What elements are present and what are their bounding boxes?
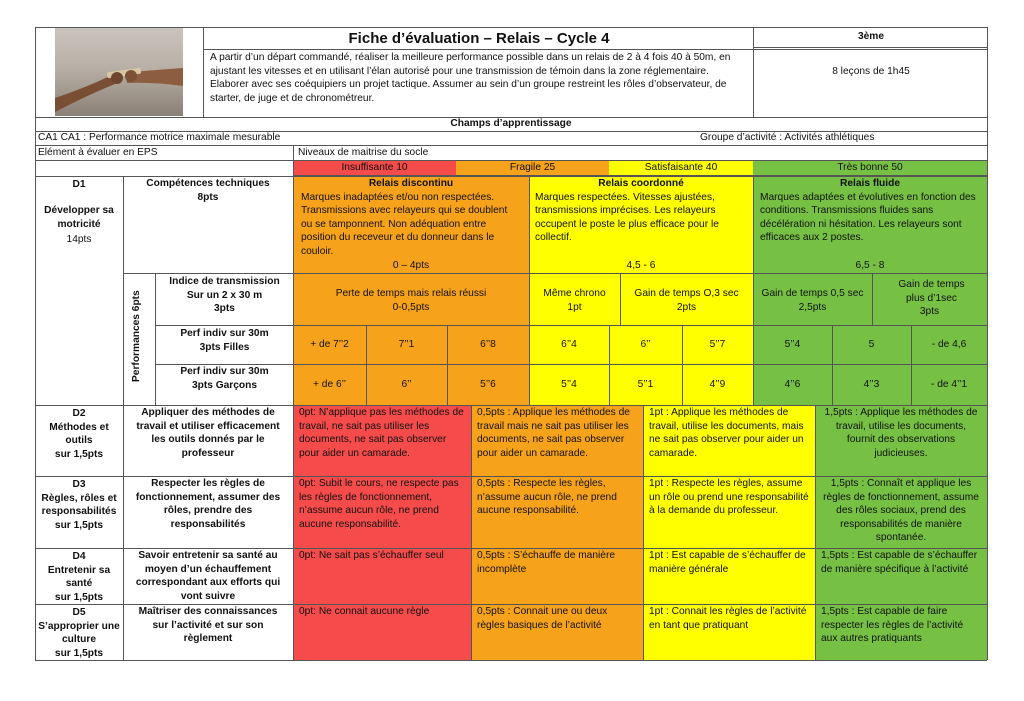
grid-line bbox=[753, 27, 754, 117]
indice-label-2: Sur un 2 x 30 m bbox=[186, 289, 263, 301]
element-label: Elément à évaluer en EPS bbox=[38, 147, 158, 158]
tech-level-fluide bbox=[753, 176, 987, 273]
tech-level-coordonne bbox=[529, 176, 753, 273]
indice-pts: 2,5pts bbox=[798, 301, 827, 313]
grid-line bbox=[832, 325, 833, 405]
grid-line bbox=[872, 273, 873, 325]
grid-line bbox=[203, 49, 987, 50]
indice-label bbox=[156, 274, 293, 323]
domain-pts: sur 1,5pts bbox=[54, 647, 104, 659]
indice-pts: 3pts bbox=[919, 306, 940, 318]
filles-value: 5 bbox=[832, 325, 911, 364]
garcons-value: 4’’9 bbox=[682, 364, 753, 405]
level-cell: 0pt: Ne sait pas s’échauffer seul bbox=[293, 548, 471, 604]
grid-line bbox=[35, 405, 987, 406]
grid-line bbox=[682, 325, 683, 405]
filles-value: - de 4,6 bbox=[911, 325, 987, 364]
grid-line bbox=[987, 325, 988, 405]
grid-line bbox=[620, 273, 621, 325]
tech-title: Compétences techniques bbox=[146, 178, 270, 189]
grid-line bbox=[155, 273, 156, 405]
indice-cell-2 bbox=[620, 273, 753, 325]
tech-level-title: Relais fluide bbox=[839, 178, 900, 189]
garcons-value: 6’’ bbox=[366, 364, 447, 405]
domain-label: S’approprier une culture bbox=[38, 620, 120, 646]
grid-line bbox=[35, 117, 987, 118]
indice-cell-4 bbox=[872, 273, 987, 325]
level-cell: 1,5pts : Est capable de s’échauffer de manière spécifique à l’activité bbox=[815, 548, 987, 604]
niveaux-label: Niveaux de maitrise du socle bbox=[298, 147, 429, 158]
filles-label-2: 3pts Filles bbox=[199, 341, 250, 353]
indice-pts: 1pt bbox=[567, 301, 582, 313]
grid-line bbox=[35, 27, 36, 660]
level-fragile: Fragile 25 bbox=[456, 161, 609, 175]
d1-label: Développer sa motricité bbox=[44, 205, 114, 230]
grid-line bbox=[155, 364, 987, 365]
tech-level-score: 0 – 4pts bbox=[392, 260, 430, 272]
grid-line bbox=[471, 405, 472, 660]
garcons-value: 4’’6 bbox=[753, 364, 832, 405]
relay-baton-icon bbox=[55, 28, 183, 116]
level-satisfaisante: Satisfaisante 40 bbox=[609, 161, 753, 175]
d1-code: D1 bbox=[72, 179, 86, 190]
domain-cell bbox=[35, 477, 123, 547]
grid-line bbox=[35, 160, 987, 161]
level-cell: 1pt : Est capable de s’échauffer de manière générale bbox=[643, 548, 815, 604]
grid-line bbox=[753, 176, 754, 325]
grid-line bbox=[753, 47, 987, 48]
domain-cell bbox=[35, 406, 123, 475]
indice-label-3: 3pts bbox=[214, 303, 235, 315]
level-cell: 0,5pts : Applique les méthodes de travail mais ne sait pas utiliser les documents, ne sait pas observer pour aider un camarade. bbox=[471, 405, 643, 476]
grid-line bbox=[609, 325, 610, 405]
tech-level-title: Relais coordonné bbox=[598, 178, 684, 189]
grid-line bbox=[123, 273, 987, 274]
lessons-count: 8 leçons de 1h45 bbox=[832, 66, 910, 77]
garcons-value: + de 6’’ bbox=[293, 364, 366, 405]
filles-value: 6’’ bbox=[609, 325, 682, 364]
grid-line bbox=[529, 325, 530, 405]
level-cell: 1pt : Respecte les règles, assume un rôle ou prend une responsabilité à la demande du professeur. bbox=[643, 476, 815, 548]
filles-value: 5’’7 bbox=[682, 325, 753, 364]
grid-line bbox=[643, 405, 644, 660]
domain-code: D4 bbox=[72, 551, 86, 562]
grid-line bbox=[35, 604, 987, 605]
competence-text: Savoir entretenir sa santé au moyen d’un échauffement correspondant aux efforts qui vont suivre bbox=[135, 550, 281, 602]
garcons-label bbox=[156, 364, 293, 404]
filles-value: 6’’4 bbox=[529, 325, 609, 364]
filles-value: + de 7’’2 bbox=[293, 325, 366, 364]
grid-line bbox=[815, 405, 816, 660]
garcons-value: 5’’6 bbox=[447, 364, 529, 405]
domain-pts: sur 1,5pts bbox=[54, 448, 104, 460]
tech-level-text: Marques adaptées et évolutives en fonction des conditions. Transmissions fluides sans décélération ni hésitation. Les relayeurs sont efficaces aux 2 postes. bbox=[760, 191, 976, 244]
domain-cell bbox=[35, 549, 123, 603]
filles-value: 7’’1 bbox=[366, 325, 447, 364]
filles-label bbox=[156, 326, 293, 362]
filles-value: 6’’8 bbox=[447, 325, 529, 364]
level-cell: 0pt: Ne connait aucune règle bbox=[293, 604, 471, 660]
domain-cell bbox=[35, 605, 123, 659]
garcons-label-2: 3pts Garçons bbox=[191, 379, 258, 391]
header-photo bbox=[55, 28, 183, 116]
grid-line bbox=[529, 176, 530, 325]
garcons-label-1: Perf indiv sur 30m bbox=[180, 366, 269, 377]
d1-points: 14pts bbox=[66, 234, 92, 245]
domain-pts: sur 1,5pts bbox=[54, 519, 104, 531]
grid-line bbox=[753, 325, 754, 405]
grid-line bbox=[293, 405, 294, 660]
level-cell: 0pt: N’applique pas les méthodes de travail, ne sait pas utiliser les documents, ne sait pas observer pour aider un camarade. bbox=[293, 405, 471, 476]
indice-text: Gain de temps 0,5 sec bbox=[761, 288, 864, 299]
champs-header: Champs d’apprentissage bbox=[450, 118, 572, 129]
level-cell: 1pt : Connait les règles de l’activité en tant que pratiquant bbox=[643, 604, 815, 660]
tech-level-score: 6,5 - 8 bbox=[855, 260, 885, 272]
garcons-value: 4’’3 bbox=[832, 364, 911, 405]
domain-code: D2 bbox=[72, 408, 86, 419]
grid-line bbox=[35, 176, 987, 177]
tech-level-title: Relais discontinu bbox=[368, 178, 454, 189]
grid-line bbox=[203, 27, 204, 117]
performances-label: Performances 6pts bbox=[131, 290, 142, 382]
grid-line bbox=[447, 325, 448, 405]
level-cell: 1,5pts : Applique les méthodes de travail, utilise les documents, fournit des observations judicieuses. bbox=[815, 405, 987, 476]
grid-line bbox=[35, 660, 987, 661]
filles-label-1: Perf indiv sur 30m bbox=[180, 328, 269, 339]
level-insuffisante: Insuffisante 10 bbox=[293, 161, 456, 175]
indice-text: Gain de temps plus d’1sec bbox=[898, 279, 965, 304]
level-cell: 1,5pts : Est capable de faire respecter les règles de l’activité aux autres pratiquants bbox=[815, 604, 987, 660]
level-tres-bonne: Très bonne 50 bbox=[753, 161, 987, 175]
grid-line bbox=[987, 405, 988, 660]
domain-label: Méthodes et outils bbox=[49, 421, 109, 447]
tech-points: 8pts bbox=[197, 192, 219, 203]
indice-text: Perte de temps mais relais réussi bbox=[335, 288, 487, 299]
grid-line bbox=[35, 476, 987, 477]
level-cell: 0,5pts : Respecte les règles, n’assume aucun rôle, ne prend aucune responsabilité. bbox=[471, 476, 643, 548]
sheet-description: A partir d’un départ commandé, réaliser la meilleure performance possible dans un relais de 2 à 4 fois 40 à 50m, en ajustant les vitesses et en utilisant l’élan autorisé pour une transmission de témoin dans la zone réglementaire. Elaborer avec ses coéquipiers un projet tactique. Assumer au sein d’un groupe restreint les rôles d’observateur, de starter, de juge et de chronométreur. bbox=[210, 52, 731, 104]
grid-line bbox=[123, 176, 124, 660]
ca-label: CA1 CA1 : Performance motrice maximale mesurable bbox=[38, 132, 281, 143]
filles-value: 5’’4 bbox=[753, 325, 832, 364]
tech-level-discontinu bbox=[293, 176, 529, 273]
garcons-value: - de 4’’1 bbox=[911, 364, 987, 405]
tech-level-text: Marques inadaptées et/ou non respectées. Transmissions avec relayeurs qui se doublent ou se tamponnent. Non adéquation entre position du receveur et du donneur dans le couloir. bbox=[301, 191, 508, 257]
tech-level-score: 4,5 - 6 bbox=[626, 260, 656, 272]
competence-text: Respecter les règles de fonctionnement, assumer des rôles, prendre des responsabilités bbox=[135, 478, 281, 530]
domain-code: D5 bbox=[72, 607, 86, 618]
competence-text: Maîtriser des connaissances sur l’activité et sur son règlement bbox=[138, 606, 278, 645]
groupe-label: Groupe d’activité : Activités athlétiques bbox=[700, 132, 875, 143]
domain-label: Entretenir sa santé bbox=[47, 564, 111, 590]
competence-text: Appliquer des méthodes de travail et utiliser efficacement les outils donnés par le professeur bbox=[136, 407, 280, 459]
sheet-title: Fiche d’évaluation – Relais – Cycle 4 bbox=[348, 30, 610, 47]
indice-pts: 0-0,5pts bbox=[392, 301, 430, 313]
level-cell: 0,5pts : S’échauffe de manière incomplète bbox=[471, 548, 643, 604]
garcons-value: 5’’1 bbox=[609, 364, 682, 405]
indice-cell-3 bbox=[753, 273, 872, 325]
indice-label-1: Indice de transmission bbox=[169, 276, 280, 287]
grid-line bbox=[293, 325, 294, 405]
level-cell: 0pt: Subit le cours, ne respecte pas les règles de fonctionnement, n’assume aucun rôle, ne prend aucune responsabilité. bbox=[293, 476, 471, 548]
indice-text: Gain de temps O,3 sec bbox=[634, 288, 739, 299]
grid-line bbox=[35, 145, 987, 146]
grid-line bbox=[911, 325, 912, 405]
tech-level-text: Marques respectées. Vitesses ajustées, transmissions imprécises. Les relayeurs occupent le poste le plus efficace pour le collectif. bbox=[535, 191, 719, 244]
level-label: 3ème bbox=[857, 31, 885, 42]
level-cell: 1pt : Applique les méthodes de travail, utilise les documents, mais ne sait pas observer pour aider un camarade. bbox=[643, 405, 815, 476]
indice-cell-1 bbox=[529, 273, 620, 325]
indice-cell-0 bbox=[293, 273, 529, 325]
grid-line bbox=[35, 548, 987, 549]
indice-pts: 2pts bbox=[676, 301, 697, 313]
grid-line bbox=[155, 325, 987, 326]
domain-label: Règles, rôles et responsabilités bbox=[41, 492, 117, 518]
domain-pts: sur 1,5pts bbox=[54, 591, 104, 603]
grid-line bbox=[35, 27, 987, 28]
level-cell: 0,5pts : Connait une ou deux règles basiques de l’activité bbox=[471, 604, 643, 660]
grid-line bbox=[293, 145, 294, 176]
grid-line bbox=[366, 325, 367, 405]
indice-text: Même chrono bbox=[543, 288, 606, 299]
domain-code: D3 bbox=[72, 479, 86, 490]
grid-line bbox=[35, 131, 987, 132]
level-cell: 1,5pts : Connaît et applique les règles de fonctionnement, assume des rôles sociaux, prend des responsabilités de manière spontanée. bbox=[815, 476, 987, 548]
garcons-value: 5’’4 bbox=[529, 364, 609, 405]
